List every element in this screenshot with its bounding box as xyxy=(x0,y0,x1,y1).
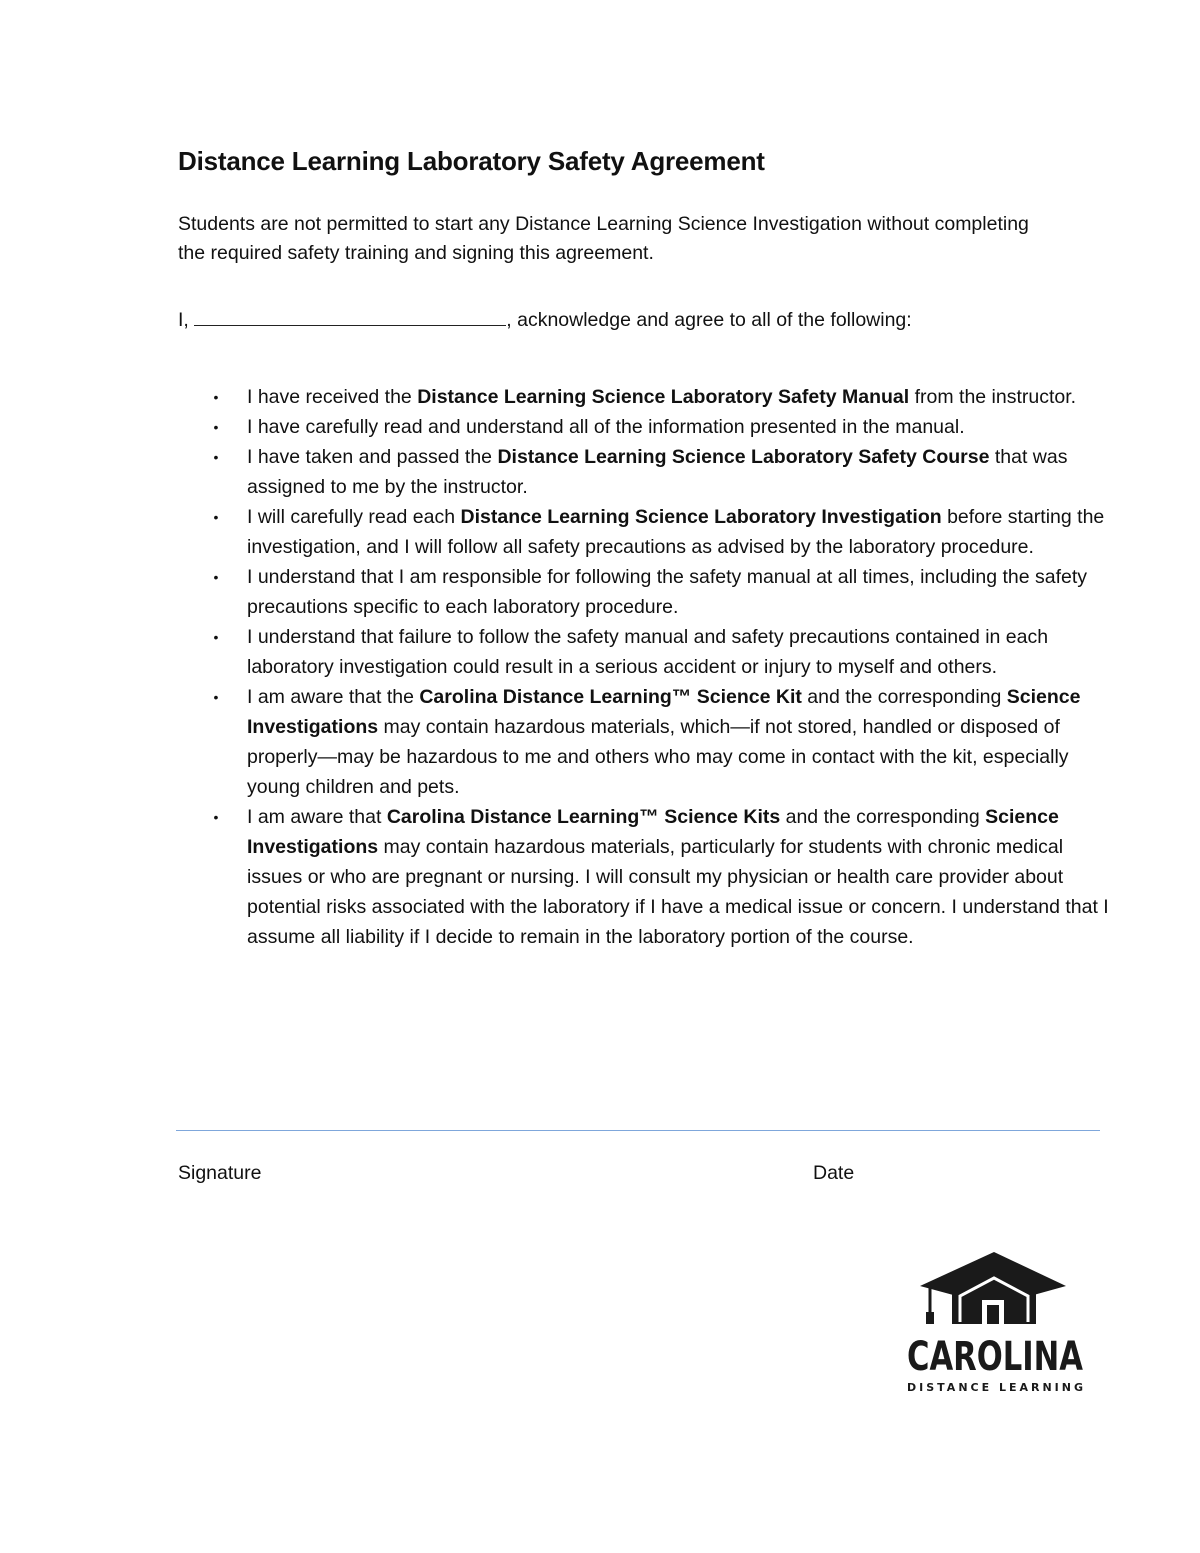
bullet-icon: • xyxy=(213,509,219,525)
bullet-icon: • xyxy=(213,689,219,705)
logo-tagline: DISTANCE LEARNING xyxy=(907,1381,1083,1394)
list-item: • I am aware that the Carolina Distance Learning™ Science Kit and the corresponding Science Investigations may contain hazardous materials, which—if not stored, handled or disposed of properly—may be hazardous to me and others who may come in contact with the kit, especially young children and pets. xyxy=(210,682,1110,802)
bullet-icon: • xyxy=(213,449,219,465)
acknowledgement-line xyxy=(178,305,912,335)
list-item: • I have carefully read and understand all of the information presented in the manual. xyxy=(210,412,1110,442)
list-item: • I have received the Distance Learning Science Laboratory Safety Manual from the instructor. xyxy=(210,382,1110,412)
list-item: • I understand that I am responsible for following the safety manual at all times, including the safety precautions specific to each laboratory procedure. xyxy=(210,562,1110,622)
ack-suffix: , acknowledge and agree to all of the following: xyxy=(506,309,912,331)
list-item: • I will carefully read each Distance Learning Science Laboratory Investigation before starting the investigation, and I will follow all safety precautions as advised by the laboratory procedure. xyxy=(210,502,1110,562)
page-title: Distance Learning Laboratory Safety Agreement xyxy=(178,146,765,176)
list-item: • I understand that failure to follow the safety manual and safety precautions contained in each laboratory investigation could result in a serious accident or injury to myself and others. xyxy=(210,622,1110,682)
bullet-icon: • xyxy=(213,389,219,405)
graduation-cap-house-icon xyxy=(920,1252,1066,1324)
signature-label: Signature xyxy=(178,1162,262,1184)
logo-wordmark: CAROLINA xyxy=(907,1334,1084,1380)
bullet-icon: • xyxy=(213,629,219,645)
list-item: • I have taken and passed the Distance Learning Science Laboratory Safety Course that was assigned to me by the instructor. xyxy=(210,442,1110,502)
signature-line[interactable] xyxy=(176,1130,1100,1131)
ack-prefix: I, xyxy=(178,309,189,331)
date-label: Date xyxy=(813,1162,855,1184)
bullet-icon: • xyxy=(213,809,219,825)
bullet-icon: • xyxy=(213,419,219,435)
list-item: • I am aware that Carolina Distance Learning™ Science Kits and the corresponding Science Investigations may contain hazardous materials, particularly for students with chronic medical issues or who are pregnant or nursing. I will consult my physician or health care provider about potential risks associated with the laboratory if I have a medical issue or concern. I understand that I assume all liability if I decide to remain in the laboratory portion of the course. xyxy=(210,802,1110,952)
bullet-icon: • xyxy=(213,569,219,585)
agreement-list xyxy=(210,382,1110,952)
intro-paragraph: Students are not permitted to start any Distance Learning Science Investigation without completing the required safety training and signing this agreement. xyxy=(178,213,1029,264)
carolina-distance-learning-logo xyxy=(900,1248,1090,1398)
name-blank-field[interactable] xyxy=(194,305,506,326)
